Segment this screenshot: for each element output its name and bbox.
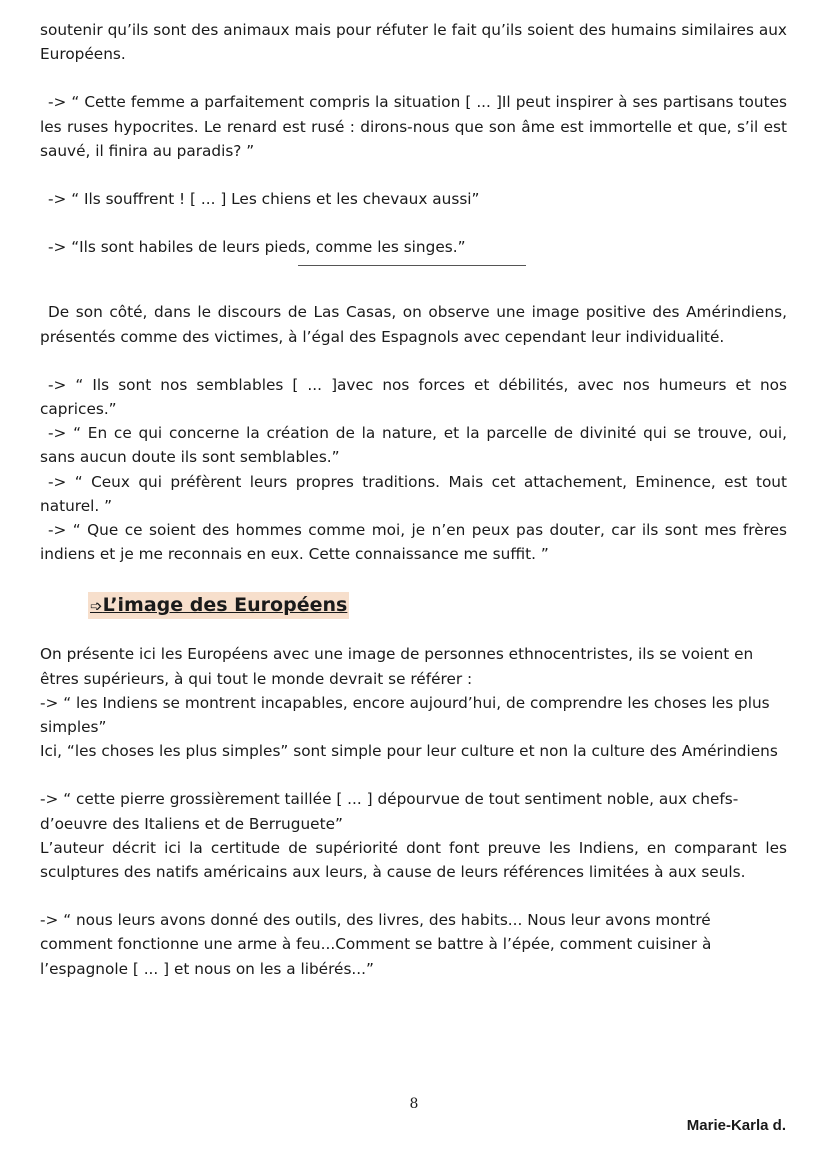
section-heading-wrap [88, 592, 787, 622]
paragraph-europeens: On présente ici les Européens avec une image de personnes ethnocentristes, ils se voient en êtres supérieurs, à qui tout le monde devrait se référer : [40, 645, 754, 688]
document-page [40, 18, 787, 981]
section-heading-text: L’image des Européens [102, 594, 348, 617]
arrow-right-icon: ➩ [90, 597, 103, 616]
quote-traditions: -> “ Ceux qui préfèrent leurs propres traditions. Mais cet attachement, Eminence, est tout naturel. ” [40, 472, 787, 515]
author-signature: Marie-Karla d. [686, 1117, 786, 1134]
quote-incapables: -> “ les Indiens se montrent incapables, encore aujourd’hui, de comprendre les choses les plus simples” [40, 693, 770, 737]
quote-souffrent: -> “ Ils souffrent ! [ ... ] Les chiens et les chevaux aussi” [48, 190, 480, 209]
quote-singes: -> “Ils sont habiles de leurs pieds, comme les singes.” [48, 238, 466, 257]
quote-renard: -> “ Cette femme a parfaitement compris la situation [ ... ]Il peut inspirer à ses partisans toutes les ruses hypocrites. Le renard est rusé : dirons-nous que son âme est immortelle et que, s’il est sauvé, il finira au paradis? ” [40, 93, 787, 160]
quote-semblables: -> “ Ils sont nos semblables [ ... ]avec nos forces et débilités, avec nos humeurs et nos caprices.” [40, 375, 787, 419]
comment-superiorite: L’auteur décrit ici la certitude de supériorité dont font preuve les Indiens, en comparant les sculptures des natifs américains aux leurs, à cause de leurs références limitées à aux seuls. [40, 838, 787, 882]
section-heading [88, 592, 349, 619]
quote-outils-livres: -> “ nous leurs avons donné des outils, des livres, des habits... Nous leur avons montré comment fonctionne une arme à feu...Comment se battre à l’épée, comment cuisiner à l’espagnole [ ... ] et nous on les a libérés...” [40, 911, 712, 978]
quote-pierre-taillee: -> “ cette pierre grossièrement taillée [ ... ] dépourvue de tout sentiment noble, aux chefs-d’oeuvre des Italiens et de Berruguete” [40, 790, 739, 833]
comment-choses-simples: Ici, “les choses les plus simples” sont simple pour leur culture et non la culture des Amérindiens [40, 742, 778, 761]
quote-hommes-comme-moi: -> “ Que ce soient des hommes comme moi, je n’en peux pas douter, car ils sont mes frères indiens et je me reconnais en eux. Cette connaissance me suffit. ” [40, 521, 787, 564]
quote-creation-nature: -> “ En ce qui concerne la création de la nature, et la parcelle de divinité qui se trouve, oui, sans aucun doute ils sont semblables.” [40, 424, 787, 467]
paragraph-intro-continuation: soutenir qu’ils sont des animaux mais pour réfuter le fait qu’ils soient des humains similaires aux Européens. [40, 21, 787, 64]
paragraph-las-casas: De son côté, dans le discours de Las Casas, on observe une image positive des Amérindiens, présentés comme des victimes, à l’égal des Espagnols avec cependant leur individualité. [40, 303, 787, 346]
page-number: 8 [409, 1096, 419, 1112]
